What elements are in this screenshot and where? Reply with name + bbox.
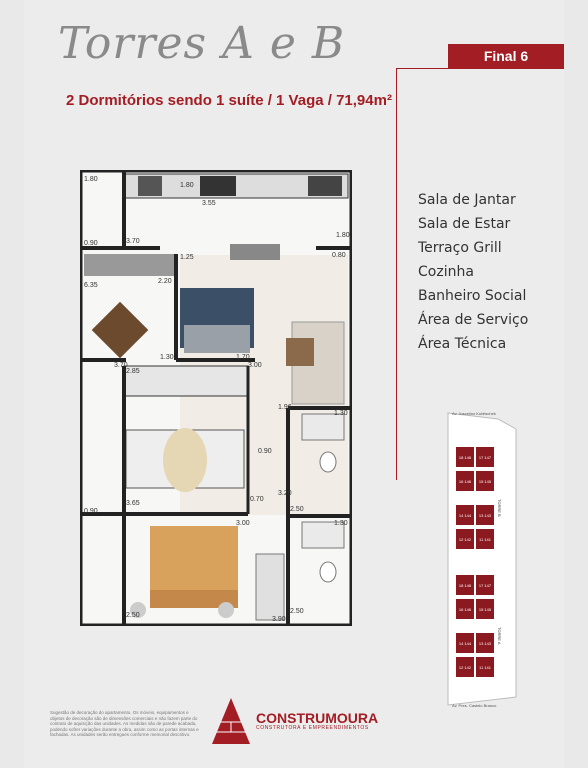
- unit-label: 15 145: [478, 479, 492, 484]
- room-item: Terraço Grill: [418, 240, 502, 256]
- dimension-label: 2.50: [290, 506, 304, 513]
- dimension-label: 2.50: [290, 608, 304, 615]
- unit-label: 17 147: [478, 583, 492, 588]
- floor-plan-drawing: [80, 170, 352, 626]
- brand-tagline: CONSTRUTORA E EMPREENDIMENTOS: [256, 725, 369, 731]
- dimension-label: 1.80: [180, 182, 194, 189]
- dimension-label: 1.25: [180, 254, 194, 261]
- dimension-label: 0.90: [258, 448, 272, 455]
- dimension-label: 1.80: [336, 232, 350, 239]
- dimension-label: 6.35: [84, 282, 98, 289]
- tower-b-label: TORRE B: [497, 499, 502, 517]
- badge-line: [396, 68, 564, 69]
- room-item: Área de Serviço: [418, 312, 529, 328]
- dimension-label: 1.80: [84, 176, 98, 183]
- dimension-label: 0.90: [84, 508, 98, 515]
- tower-a-label: TORRE A: [497, 627, 502, 645]
- brick-pyramid-icon: [212, 698, 250, 744]
- unit-label: 18 148: [458, 455, 472, 460]
- room-item: Sala de Estar: [418, 216, 511, 232]
- dimension-label: 1.30: [160, 354, 174, 361]
- unit-label: 13 143: [478, 641, 492, 646]
- unit-label: 12 142: [458, 537, 472, 542]
- dimension-label: 1.30: [334, 410, 348, 417]
- dimension-label: 0.90: [84, 240, 98, 247]
- floor-plan: [80, 170, 352, 626]
- unit-label: 14 144: [458, 513, 472, 518]
- brand-name: CONSTRUMOURA: [256, 710, 379, 726]
- room-item: Banheiro Social: [418, 288, 527, 304]
- room-list: [418, 188, 528, 356]
- site-map: [446, 405, 518, 710]
- dimension-label: 1.70: [236, 354, 250, 361]
- dimension-label: 3.65: [126, 500, 140, 507]
- room-item: Área Técnica: [418, 336, 507, 352]
- dimension-label: 3.70: [126, 238, 140, 245]
- dimension-label: 3.00: [236, 520, 250, 527]
- unit-label: 13 143: [478, 513, 492, 518]
- dimension-label: 0.70: [250, 496, 264, 503]
- unit-label: 16 146: [458, 479, 472, 484]
- dimension-label: 2.85: [126, 368, 140, 375]
- brand-logo: [212, 696, 378, 746]
- unit-label: 16 146: [458, 607, 472, 612]
- dimension-label: 3.20: [278, 490, 292, 497]
- unit-label: 18 148: [458, 583, 472, 588]
- room-item: Sala de Jantar: [418, 192, 516, 208]
- dimension-label: 3.70: [114, 362, 128, 369]
- dimension-label: 1.96: [278, 404, 292, 411]
- site-map-drawing: [446, 405, 518, 710]
- final-badge: Final 6: [448, 44, 564, 68]
- street-label-bottom: Av. Pres. Castelo Branco: [452, 703, 497, 708]
- disclaimer-note: Sugestão de decoração do apartamento. Os móveis, equipamentos e objetos de decoração são de dimensões comerciais e não fazem parte do contrato de aquisição das unidades. As medidas são de parede acabada, podendo sofrer variações durante a obra, assim como as portas internas e fachadas. As unidades serão entregues conforme memorial descritivo.: [50, 710, 199, 737]
- dimension-label: 2.50: [126, 612, 140, 619]
- street-label-top: Av. Juscelino Kubitschek: [452, 411, 496, 416]
- dimension-label: 3.55: [202, 200, 216, 207]
- dimension-label: 2.20: [158, 278, 172, 285]
- room-item: Cozinha: [418, 264, 474, 280]
- unit-label: 14 144: [458, 641, 472, 646]
- dimension-label: 1.30: [334, 520, 348, 527]
- unit-label: 11 141: [479, 665, 491, 670]
- unit-description: 2 Dormitórios sendo 1 suíte / 1 Vaga / 71,94m²: [66, 92, 392, 109]
- unit-label: 11 141: [479, 537, 491, 542]
- dimension-label: 0.80: [332, 252, 346, 259]
- unit-label: 17 147: [478, 455, 492, 460]
- page-title: Torres A e B: [58, 18, 346, 69]
- accent-line: [396, 68, 397, 480]
- dimension-label: 3.00: [248, 362, 262, 369]
- unit-label: 12 142: [458, 665, 472, 670]
- unit-label: 15 145: [478, 607, 492, 612]
- dimension-label: 3.90: [272, 616, 286, 623]
